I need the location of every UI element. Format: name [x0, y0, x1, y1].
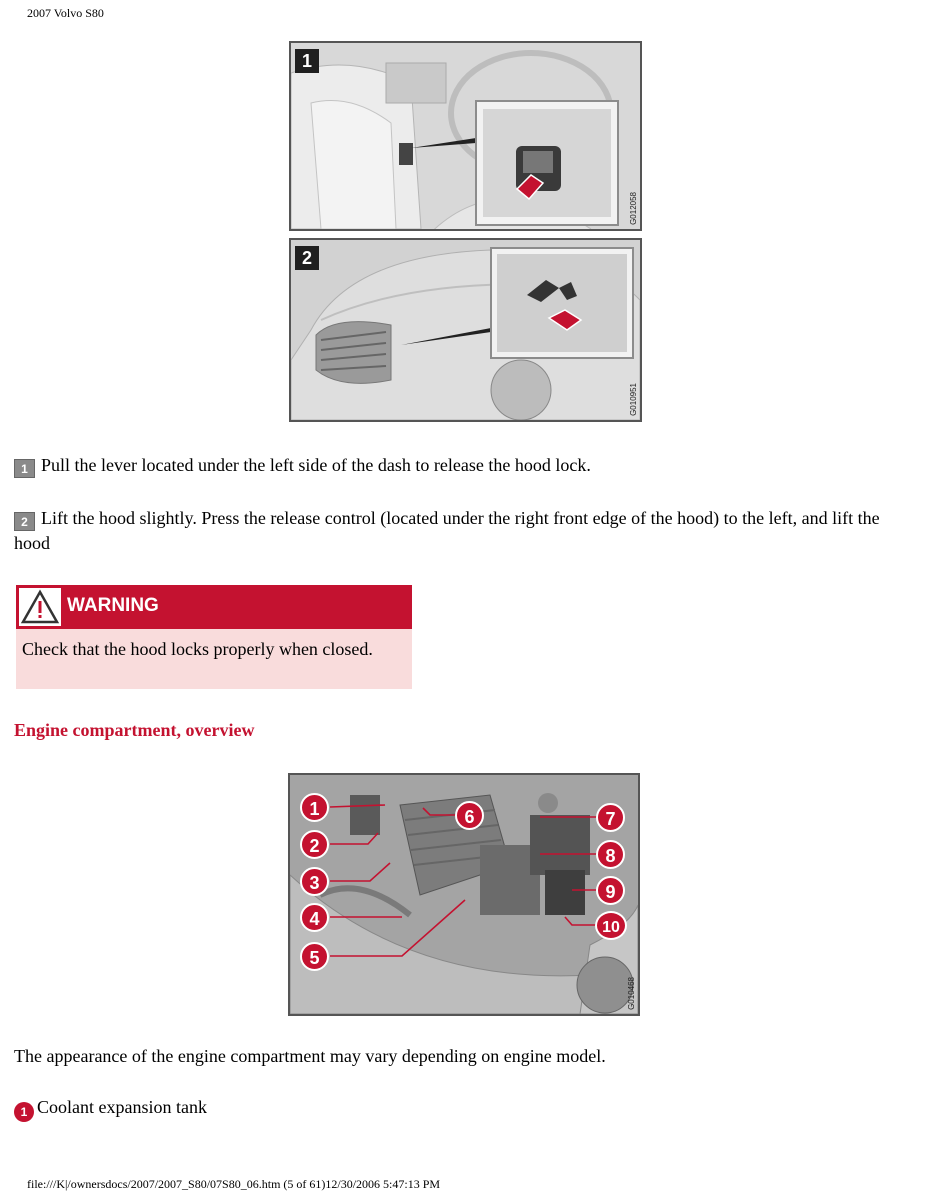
callout-6: 6 — [455, 801, 484, 830]
figure-engine-compartment — [288, 773, 640, 1016]
figure-code: G012058 — [629, 192, 638, 225]
step-2 — [14, 506, 894, 556]
step-marker: 2 — [14, 512, 35, 531]
step-text: Pull the lever located under the left side of the dash to release the hood lock. — [41, 455, 591, 475]
callout-3: 3 — [300, 867, 329, 896]
warning-text: Check that the hood locks properly when closed. — [16, 629, 412, 689]
callout-2: 2 — [300, 830, 329, 859]
body-text: The appearance of the engine compartment may vary depending on engine model. — [14, 1046, 606, 1066]
figure-code: G010468 — [627, 977, 636, 1010]
list-item — [14, 1095, 914, 1122]
dashboard-illustration — [291, 43, 640, 229]
section-title: Engine compartment, overview — [14, 720, 255, 740]
warning-header — [16, 585, 412, 629]
callout-7: 7 — [596, 803, 625, 832]
callout-1: 1 — [300, 793, 329, 822]
page-header: 2007 Volvo S80 — [27, 6, 104, 20]
step-text: Lift the hood slightly. Press the release control (located under the right front edge of the hood) to the left, and lift the hood — [14, 508, 880, 553]
callout-4: 4 — [300, 903, 329, 932]
figure-number: 2 — [295, 246, 319, 270]
callout-5: 5 — [300, 942, 329, 971]
callout-10: 10 — [595, 911, 627, 940]
warning-title: WARNING — [67, 595, 159, 616]
figure-hood-release-control — [289, 238, 642, 422]
step-marker: 1 — [14, 459, 35, 478]
list-marker-icon: 1 — [14, 1102, 34, 1122]
warning-triangle-icon — [19, 588, 61, 626]
page-footer: file:///K|/ownersdocs/2007/2007_S80/07S80_06.htm (5 of 61)12/30/2006 5:47:13 PM — [27, 1177, 441, 1191]
warning-box — [16, 585, 412, 689]
car-front-illustration — [291, 240, 640, 420]
figure-code: G010951 — [629, 383, 638, 416]
figure-number: 1 — [295, 49, 319, 73]
callout-8: 8 — [596, 840, 625, 869]
step-1 — [14, 453, 914, 478]
figure-hood-release-lever — [289, 41, 642, 231]
callout-9: 9 — [596, 876, 625, 905]
list-item-text: Coolant expansion tank — [37, 1097, 207, 1117]
